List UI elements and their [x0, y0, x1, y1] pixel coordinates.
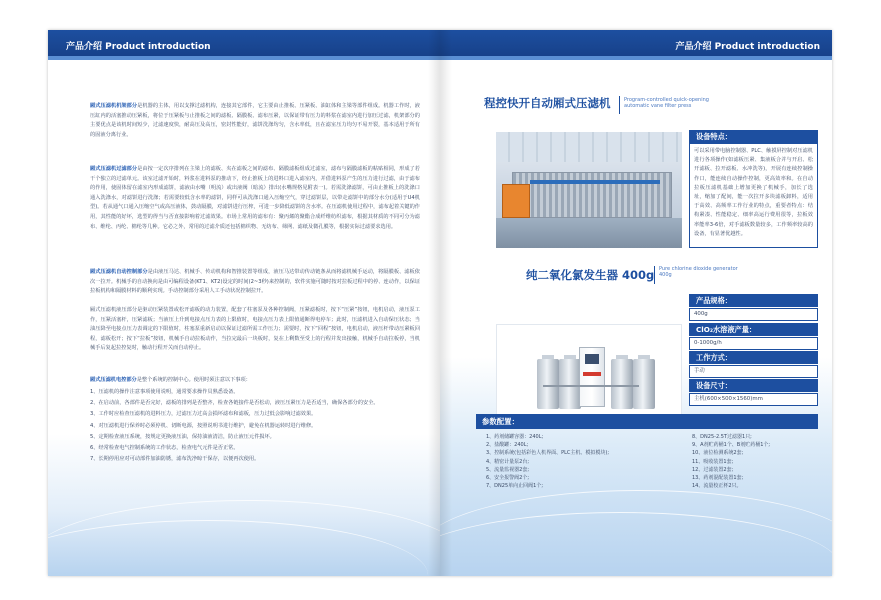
tank-cap [616, 355, 628, 359]
list-item: 11、吸收装置1套; [692, 458, 734, 465]
left-header-title: 产品介绍 Product introduction [66, 42, 211, 52]
right-page [440, 30, 832, 576]
list-item: 2、盐酸罐：240L; [486, 442, 529, 449]
tank-c [611, 359, 633, 409]
spec-value-model: 400g [689, 308, 818, 321]
notes-list [90, 387, 425, 465]
paragraph-key: 厢式压滤机自动控制部分 [90, 269, 148, 275]
list-item: 8、DN25-2.5T过滤器1只; [692, 434, 752, 440]
filter-press-photo [496, 132, 682, 248]
spec-value-mode: 手动 [689, 365, 818, 378]
left-header-bar [48, 30, 440, 60]
list-item: 1、药剂储罐容器：240L; [486, 434, 544, 440]
paragraph-text: 是机器的主体，用以支撑过滤机构，连接其它部件，它主要由止推板、压紧板、油缸体和主梁等部件组成。机器工作时，液压缸内的活塞推动压紧板，将位于压紧板与止推板之间的滤板、隔膜板、滤布压紧，以保证带有压力的料浆在滤室内进行加压过滤，机架部分的主要优点是该机时间短少，过滤速度快，耐高压及高压，密封性能好，滤饼洗涤均匀，含水率低，且在滤室压力均匀不易开裂，基本适用于所有的固液分离行业。 [90, 103, 420, 138]
params-column-1 [486, 433, 609, 490]
control-panel [585, 354, 599, 364]
connecting-pipes [543, 385, 639, 387]
list-item: 10、液位检测系统2套; [692, 450, 744, 457]
list-item: 13、药剂混配装置1套; [692, 475, 744, 482]
product2-subtitle: Pure chlorine dioxide generator 400g [659, 266, 738, 279]
list-item: 3、工作时应检查压滤机的进料压力，过滤压力过高会损坏滤布和滤板，压力过低会影响过滤效果。 [90, 411, 317, 418]
header-stripe [440, 56, 832, 60]
spec-label-output: ClO₂水溶液产量： [689, 323, 818, 336]
spec-label-mode: 工作方式： [689, 351, 818, 364]
product1-title: 程控快开自动厢式压滤机 [484, 96, 611, 110]
list-item: 1、压滤机的操作注意事项使用说明，通常要求操作员熟悉设备。 [90, 389, 239, 395]
brochure-spread [48, 30, 832, 576]
left-page [48, 30, 440, 576]
list-item: 3、控制系统(包括彩色人机界面、PLC主机、模拟模块); [486, 450, 610, 457]
title-separator [619, 96, 620, 114]
list-item: 4、对压滤机进行保养时必须停机、切断电源，按照说明书进行维护，避免在机器运转时进行维修。 [90, 422, 317, 429]
paragraph-filter [90, 165, 420, 232]
spec-label-model: 产品规格： [689, 294, 818, 307]
paragraph-key: 厢式压滤机机架部分 [90, 103, 138, 109]
right-header-bar [440, 30, 832, 60]
paragraph-key: 厢式压滤机过滤部分 [90, 166, 138, 172]
list-item: 6、安全报警阀2个; [486, 475, 530, 482]
list-item: 5、定期检查液压系统，按规定更换液压油，保持油液清洁，防止液压元件损坏。 [90, 433, 275, 440]
paragraph-text: 厢式压滤机液压部分是驱动压紧装置或松开滤板的动力装置，配套了柱塞泵及各种控制阀，压紧滤板时，按下“压紧”按钮，电机启动，液压泵工作，压紧活塞杆，压紧滤板；当液压上升到电接点压力表的上限值时，电接点压力表上限值通断得电停车；此时，压滤机进入自动保压状态；当油压降至电接点压力表调定的下限值时，柱塞泵重新启动以保证过滤所需工作压力；需要时，按下“回程”按钮，电机启动，液压杆带动压紧板回程，滤板松开；按下“拉板”按钮，机械手自动拉板动作，当拉完最后一块板时，复在上剩数至受上的行程并发出接触，机械手自动拉板停，当机械手后复起拉控复时，触动行程开关而自动停止。 [90, 307, 420, 352]
right-header-title: 产品介绍 Product introduction [675, 42, 820, 52]
paragraph-text: 是由液压马达、机械手、传动机构和智推装置等组成，液压马达带动传动链条从而将滤机械手运动，将隔膜板、滤板依次一拉开。机械手的自动换向是由可编程设备(KT1、KT2)设定的时间(2~3秒)来控制的，软件实施可随时按对拉板过程中的停、连动作，以保证拉板机构和隔膜材料的顺利实现。手动控制部分采用人工手动状况控制拉开。 [90, 269, 420, 295]
tank-a [537, 359, 559, 409]
paragraph-text: 是整个系统的控制中心。使用时须注意以下事项： [136, 377, 251, 383]
header-stripe [48, 56, 440, 60]
paragraph-key: 厢式压滤机电控部分 [90, 377, 137, 383]
list-item: 5、流量监视器2套; [486, 466, 530, 473]
title-separator [654, 266, 655, 284]
photo-floor [496, 218, 682, 248]
machine-frame [530, 180, 660, 184]
paragraph-frame [90, 102, 420, 140]
tank-d [633, 359, 655, 409]
tank-cap [564, 355, 576, 359]
hydraulic-unit [502, 184, 530, 218]
photo-roof [496, 132, 682, 162]
list-item: 4、精密计量泵2台; [486, 458, 530, 465]
spec-value-size: 主机(600×500×1560)mm [689, 393, 818, 406]
paragraph-text: 是由按一定次序排列在主梁上的滤板、夹在滤板之间的滤布、隔膜滤板组成过滤室，滤布与隔膜滤板的粘贴相同，形成了若干个独立的过滤单元。该室过滤开始时，料浆在进料泵的推动下，经止推板上的进料口进入滤室内，并借进料泵产生的压力进行过滤，由于滤布的作用，使固体留在滤室内形成滤饼，滤液由水嘴（明流）或出液阀（暗流）排出(水嘴规格见附表一)。若需洗涤滤饼，可由止推板上的洗涤口通入洗涤水，对滤饼进行洗涤；若需要较低含水率的滤饼，同样可从洗涤口通入压缩空气，穿过滤饼层，以带走滤饼中的部分水分(适用于U4机型)。若从通气口通入压缩空气或高压液体，鼓动隔膜，对滤饼进行压榨，可进一步降低滤饼的含水率。在压滤机使用过程中，滤布起着关键的作用，其性能的好坏，选型的得当与否直接影响着过滤效果。市场上常用的滤布有：聚丙烯的聚酯合成纤维纺织滤布，根据其材质的不同可分为滤布、维纶、丙纶、棉纶等几种。它必之外，常用的过滤介质还包括棉织物、无纺布、筛网、滤纸及微孔膜等，根据实际过滤要求选用。 [90, 166, 420, 230]
paragraph-electric [90, 376, 420, 386]
list-item: 12、过滤装置2套; [692, 466, 734, 473]
params-header: 参数配置： [476, 414, 818, 429]
tank-cap [542, 355, 554, 359]
product2-title: 纯二氧化氯发生器 400g [526, 268, 655, 282]
tank-cap [638, 355, 650, 359]
features-text: 可以采用带电脑控制器、PLC、触摸屏控制对压滤机进行各项操作(如滤板压紧、集液板合并与开启、松开滤板、拉开滤板、水冲洗等)，开展有连续控制操作口，能连续自动操作控制，更高效率和。在自动拉板压滤机基础上增加更换了机械手，加长了选址，缩加了配间，能一次拉开多块滤板卸料，适用于高效、高频率工作行业的特点，重要者特点：结构紧凑、性能稳定、细率高运行费用很等，拉板效率能率3-6倍，对手滤板数量较多，工作频率较高的设备，有显著优越性。 [689, 143, 818, 248]
list-item: 14、流量校正杯2只。 [692, 483, 742, 490]
spec-label-size: 设备尺寸： [689, 379, 818, 392]
list-item: 7、长期停用应对可动部件加油防锈，滤布洗净晾干保存，以便再次使用。 [90, 456, 260, 463]
paragraph-control [90, 268, 420, 297]
list-item: 6、经常检查电气控制系统的工作状态，检查电气元件是否正常。 [90, 445, 239, 452]
list-item: 9、A剂贮药桶1个、B剂贮药桶1个; [692, 442, 771, 449]
spec-value-output: 0-1000g/h [689, 337, 818, 350]
paragraph-hydraulic [90, 306, 420, 354]
list-item: 7、DN25单向止回阀1个; [486, 483, 544, 490]
list-item: 2、在启动前，各部件是否完好，滤板的排列是否整齐，检查各链接件是否松动，液压压紧压力是否适当，确保各部分的安全。 [90, 400, 379, 407]
tank-b [559, 359, 581, 409]
filter-plates [512, 172, 672, 218]
product1-subtitle: Program-controlled quick-opening automatic vane filter press [624, 97, 709, 110]
control-cabinet [579, 347, 605, 407]
params-column-2 [692, 433, 770, 490]
features-header: 设备特点： [689, 130, 818, 143]
cabinet-label [583, 372, 601, 376]
generator-photo [496, 324, 682, 420]
